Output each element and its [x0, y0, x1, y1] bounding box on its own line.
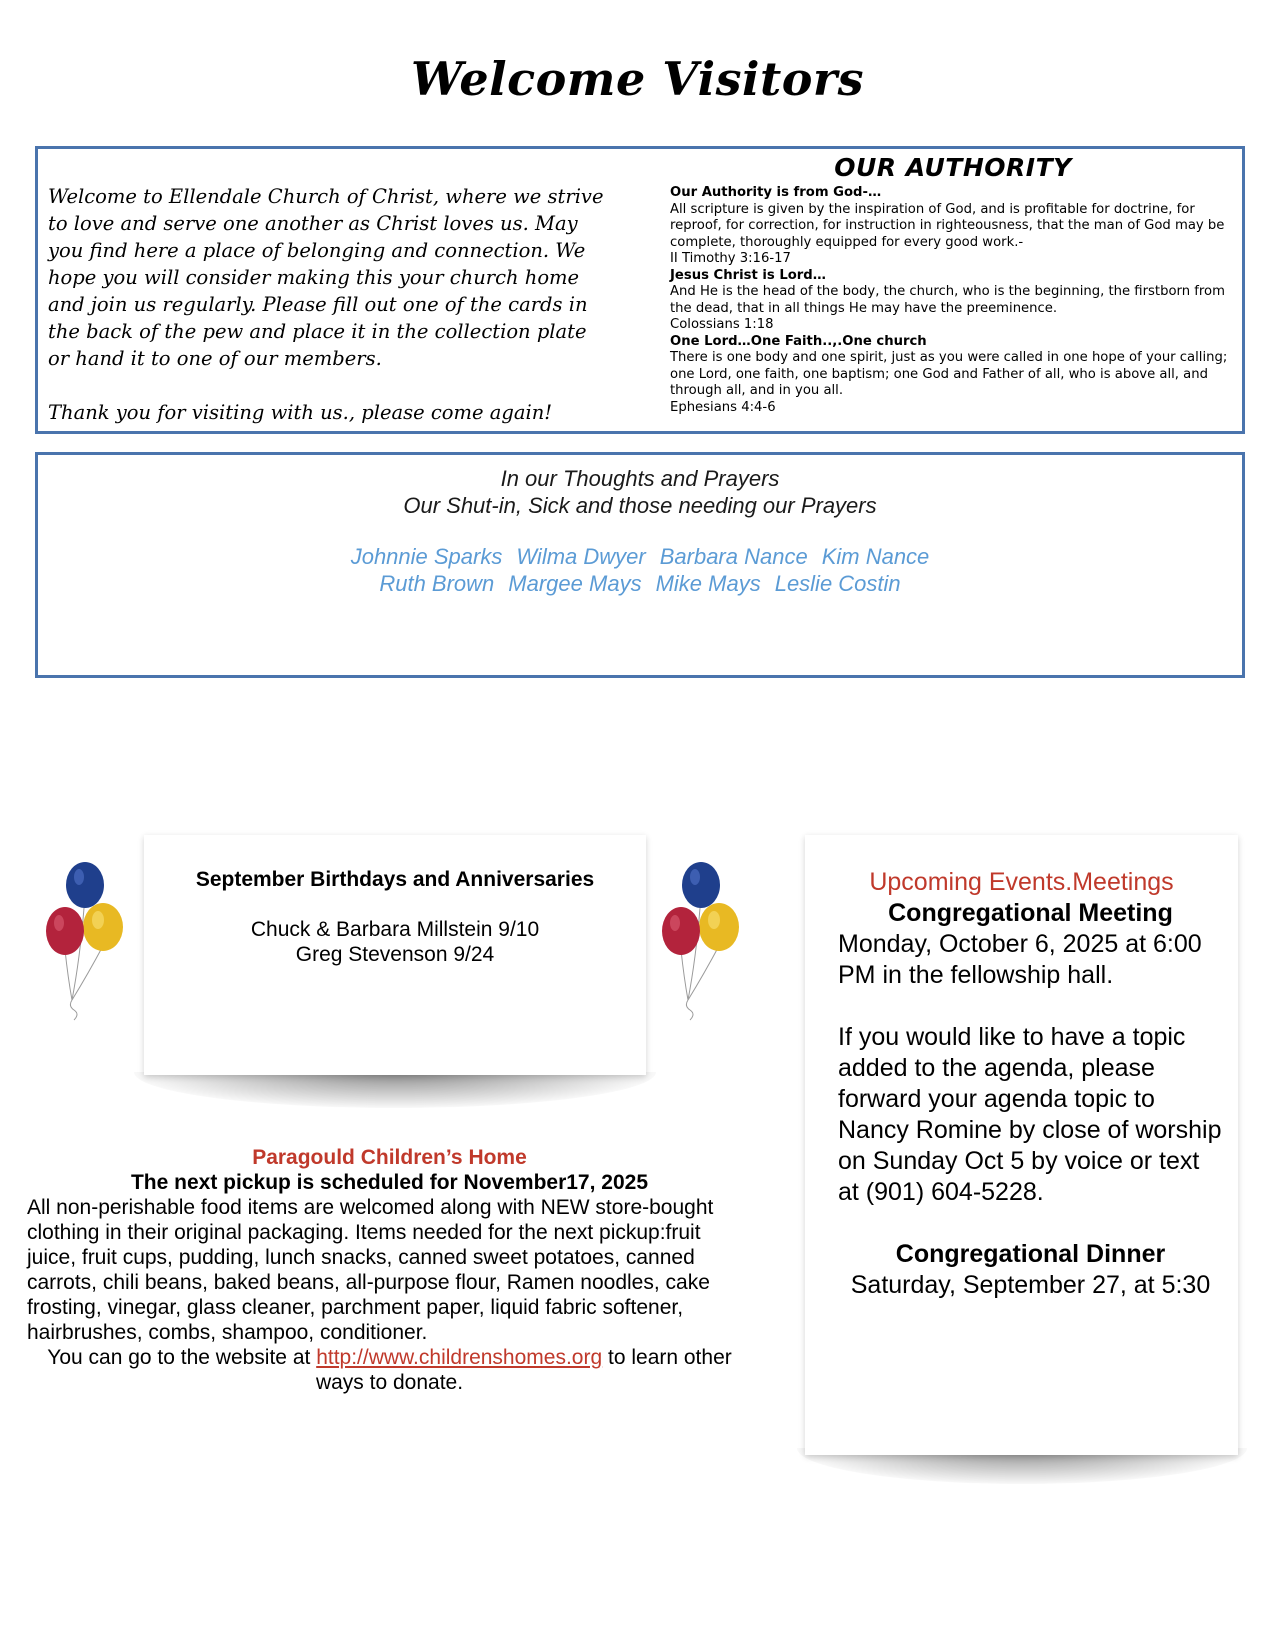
paragould-website	[27, 1345, 752, 1395]
birthday-entry: Greg Stevenson 9/24	[295, 943, 495, 966]
website-suffix: to learn other ways to donate.	[315, 1346, 732, 1394]
authority-reference: Ephesians 4:4-6	[670, 399, 776, 415]
authority-text: And He is the head of the body, the church, who is the beginning, the firstborn from the dead, that in all things He may have the preeminence.	[670, 284, 1225, 316]
welcome-thanks: Thank you for visiting with us., please come again!	[48, 401, 553, 424]
meeting-title: Congregational Meeting	[888, 899, 1173, 927]
prayer-name: Ruth Brown	[379, 571, 495, 596]
prayer-names-row	[38, 543, 1242, 570]
paragould-pickup: The next pickup is scheduled for November17, 2025	[130, 1171, 648, 1194]
authority-heading: One Lord…One Faith..,.One church	[670, 333, 927, 349]
authority-text: All scripture is given by the inspiration of God, and is profitable for doctrine, for reproof, for correction, for instruction in righteousness, that the man of God may be complete, thoroughly equipped for every good work.-	[670, 201, 1225, 250]
authority-section	[670, 153, 1236, 416]
balloons-icon	[660, 858, 744, 1022]
birthdays-list	[144, 917, 646, 967]
prayer-name: Wilma Dwyer	[516, 544, 646, 569]
website-prefix: You can go to the website at	[47, 1346, 311, 1369]
welcome-paragraph: Welcome to Ellendale Church of Christ, where we strive to love and serve one another as Christ loves us. May you find here a place of belonging and connection. We hope you will consider making this your church home and join us regularly. Please fill out one of the cards in the back of the pew and place it in the collection plate or hand it to one of our members.	[48, 185, 604, 370]
prayer-heading-line: In our Thoughts and Prayers	[500, 466, 780, 491]
website-link[interactable]: http://www.childrenshomes.org	[316, 1346, 603, 1369]
card-shadow	[134, 1072, 656, 1108]
birthdays-card	[144, 835, 646, 1075]
dinner-title: Congregational Dinner	[895, 1240, 1166, 1268]
prayer-name: Johnnie Sparks	[350, 544, 503, 569]
prayer-names	[38, 543, 1242, 597]
welcome-message	[48, 183, 613, 426]
page-title: Welcome Visitors	[410, 52, 865, 106]
prayer-box	[35, 452, 1245, 678]
paragould-title: Paragould Children’s Home	[252, 1146, 527, 1169]
events-title: Upcoming Events.Meetings	[869, 868, 1174, 896]
authority-text: There is one body and one spirit, just as you were called in one hope of your calling; one Lord, one faith, one baptism; one God and Father of all, who is above all, and through all, and in you all.	[670, 350, 1228, 398]
welcome-box	[35, 146, 1245, 434]
meeting-details: Monday, October 6, 2025 at 6:00 PM in the fellowship hall.	[838, 930, 1202, 989]
events-card	[805, 835, 1238, 1455]
birthdays-title: September Birthdays and Anniversaries	[195, 868, 595, 891]
balloons-icon	[44, 858, 128, 1022]
paragould-body: All non-perishable food items are welcomed along with NEW store-bought clothing in their original packaging. Items needed for the next pickup:fruit juice, fruit cups, pudding, lunch snacks, canned sweet potatoes, canned carrots, chili beans, baked beans, all-purpose flour, Ramen noodles, cake frosting, vinegar, glass cleaner, parchment paper, liquid fabric softener, hairbrushes, combs, shampoo, conditioner.	[27, 1196, 714, 1344]
dinner-details: Saturday, September 27, at 5:30	[850, 1271, 1211, 1299]
prayer-name: Leslie Costin	[774, 571, 901, 596]
prayer-name: Mike Mays	[655, 571, 761, 596]
agenda-note: If you would like to have a topic added to the agenda, please forward your agenda topic to Nancy Romine by close of worship on Sunday Oct 5 by voice or text at (901) 604-5228.	[838, 1023, 1222, 1206]
prayer-name: Kim Nance	[821, 544, 930, 569]
prayer-heading	[38, 465, 1242, 519]
birthday-entry: Chuck & Barbara Millstein 9/10	[250, 918, 540, 941]
prayer-name: Margee Mays	[508, 571, 642, 596]
prayer-name: Barbara Nance	[659, 544, 808, 569]
authority-title: OUR AUTHORITY	[834, 153, 1072, 182]
authority-reference: Colossians 1:18	[670, 317, 774, 332]
prayer-heading-line: Our Shut-in, Sick and those needing our Prayers	[403, 493, 877, 518]
authority-reference: II Timothy 3:16-17	[670, 251, 791, 266]
authority-heading: Our Authority is from God-…	[670, 185, 882, 200]
prayer-names-row	[38, 570, 1242, 597]
events-body	[838, 898, 1223, 1301]
authority-heading: Jesus Christ is Lord…	[670, 267, 826, 283]
paragould-section	[27, 1145, 752, 1395]
